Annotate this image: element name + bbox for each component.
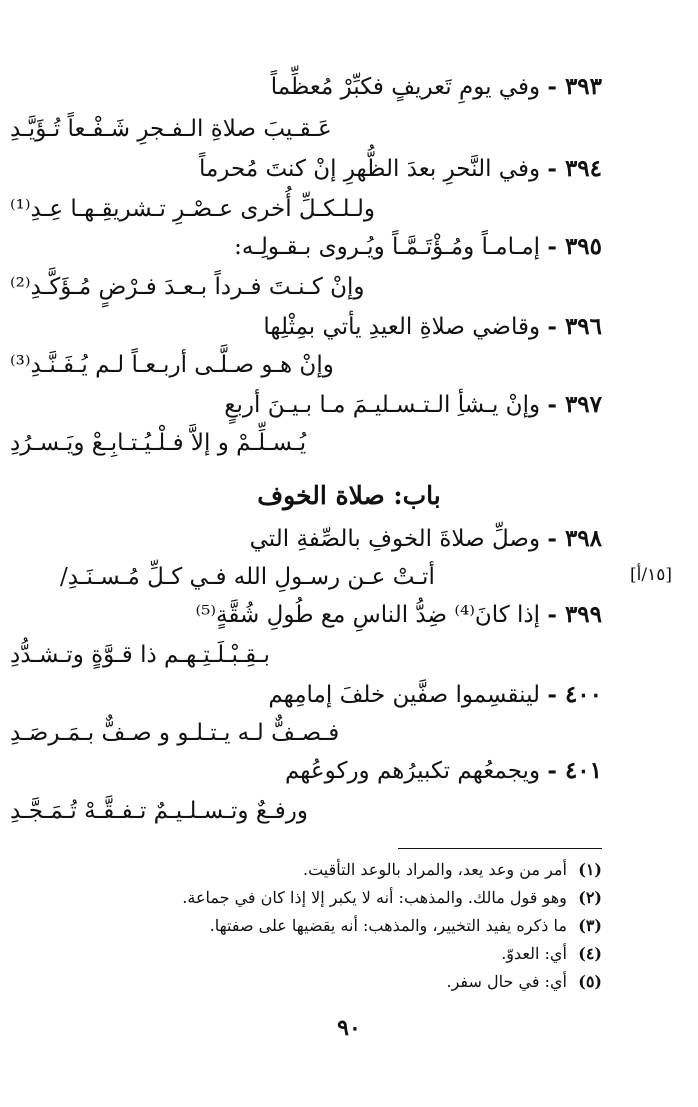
- footnote-text: وهو قول مالك. والمذهب: أنه لا يكبر إلا إذا كان في جماعة.: [182, 888, 567, 907]
- footnote-text: أي: في حال سفر.: [446, 972, 567, 991]
- verse-text: وإنْ يـشأِ الـتـسـليـمَ مـا بـيـنَ أربعٍ: [224, 392, 541, 418]
- footnote-5: [447, 970, 603, 994]
- manuscript-folio-note: [١٥/أ]: [630, 565, 672, 585]
- verse-400-ajz: فـصـفٌّ لـه يـتـلـو و صـفٌّ بـمَـرصَـدِ: [10, 720, 340, 746]
- footnote-text: ما ذكره يفيد التخيير، والمذهب: أنه يقضيها على صفتها.: [209, 916, 567, 935]
- footnote-number: (٥): [578, 972, 602, 991]
- verse-text: وفي يومِ تَعريفٍ فكبِّرْ مُعظِّماً: [270, 74, 541, 100]
- footnote-text: أي: العدوّ.: [501, 944, 567, 963]
- verse-text: إمـامـاً ومُـؤْتَـمَّـاً ويُـروى بـقـولِـه:: [234, 234, 541, 260]
- section-heading: باب: صلاة الخوف: [257, 481, 441, 510]
- verse-397-ajz: يُـسـلِّـمْ و إلاَّ فـلْـيُـتـابِـعْ ويَـسـرُدِ: [10, 430, 307, 456]
- verse-number: ٤٠٠ -: [547, 681, 602, 708]
- footnote-1: [303, 858, 602, 882]
- verse-394-ajz: ولـلـكـلِّ أُخرى عـصْـرِ تـشريقِـهـا عِـدِ⁽¹⁾: [10, 196, 375, 222]
- verse-number: ٣٩٤ -: [547, 155, 602, 182]
- verse-398-sadr: [250, 524, 602, 554]
- verse-number: ٤٠١ -: [547, 757, 602, 784]
- footnote-number: (١): [578, 860, 602, 879]
- verse-395-sadr: [234, 232, 602, 262]
- verse-398-ajz: أتـتْ عـن رسـولِ الله فـي كـلِّ مُـسـنَـدِ/: [60, 564, 435, 590]
- verse-401-ajz: ورفـعٌ وتـسـلـيـمٌ تـفـقَّـهْ تُـمَـجَّـدِ: [10, 798, 309, 824]
- footnote-separator: [398, 848, 602, 849]
- verse-401-sadr: [285, 756, 602, 786]
- verse-number: ٣٩٥ -: [547, 233, 602, 260]
- verse-text: وفي النَّحرِ بعدَ الظُّهرِ إنْ كنتَ مُحرماً: [198, 156, 541, 182]
- footnote-number: (٣): [578, 916, 602, 935]
- verse-number: ٣٩٦ -: [547, 313, 602, 340]
- verse-395-ajz: وإنْ كـنـتَ فـرداً بـعـدَ فـرْضٍ مُـؤَكَّـدِ⁽²⁾: [10, 274, 365, 300]
- verse-text: وصلِّ صلاةَ الخوفِ بالصِّفةِ التي: [249, 526, 541, 552]
- page-number: ٩٠: [337, 1015, 361, 1041]
- footnote-number: (٤): [578, 944, 602, 963]
- footnote-number: (٢): [578, 888, 602, 907]
- verse-number: ٣٩٧ -: [547, 391, 602, 418]
- verse-text: ويجمعُهم تكبيرُهم وركوعُهم: [284, 758, 541, 784]
- footnote-3: [210, 914, 602, 938]
- verse-number: ٣٩٨ -: [547, 525, 602, 552]
- verse-396-ajz: وإنْ هـو صـلَّـى أربـعـاً لـم يُـفَـنَّـدِ⁽³⁾: [10, 352, 334, 378]
- verse-number: ٣٩٣ -: [547, 73, 602, 100]
- footnote-4: [501, 942, 602, 966]
- verse-393-sadr: [271, 72, 602, 102]
- verse-393-ajz: عَـقـيبَ صلاةِ الـفـجرِ شَـفْـعاً تُـؤَيَّـدِ: [10, 116, 332, 142]
- verse-400-sadr: [268, 680, 602, 710]
- verse-394-sadr: [199, 154, 602, 184]
- footnote-text: أمر من وعد يعد، والمراد بالوعد التأقيت.: [302, 860, 567, 879]
- verse-399-ajz: بـقِـبْـلَـتِـهـم ذا قـوَّةٍ وتـشـدُّدِ: [10, 642, 270, 668]
- verse-text: إذا كانَ⁽⁴⁾ ضِدُّ الناسِ مع طُولِ شُقَّةٍ⁽⁵⁾: [195, 602, 541, 628]
- verse-397-sadr: [224, 390, 602, 420]
- verse-number: ٣٩٩ -: [547, 601, 602, 628]
- verse-text: وقاضي صلاةِ العيدِ يأتي بمِثْلِها: [263, 314, 541, 340]
- verse-396-sadr: [263, 312, 602, 342]
- footnote-2: [182, 886, 602, 910]
- verse-399-sadr: [196, 600, 602, 630]
- verse-text: لينقسِموا صفَّين خلفَ إمامِهم: [268, 682, 541, 708]
